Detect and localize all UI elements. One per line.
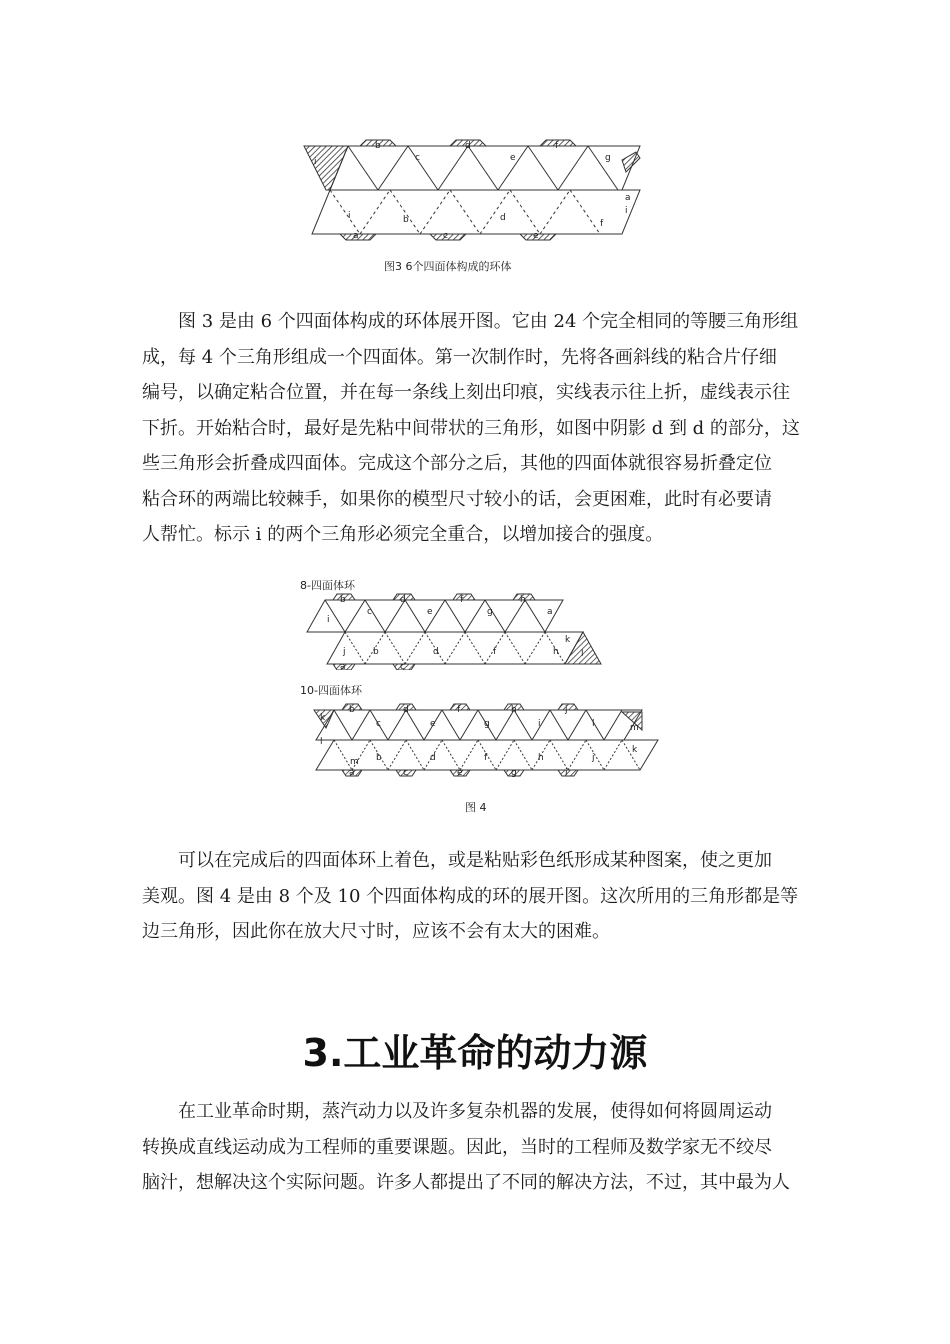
ring8-label-upper: g <box>487 607 493 617</box>
ring10-label-upper: l <box>592 719 595 729</box>
paragraph-line: 粘合环的两端比较棘手，如果你的模型尺寸较小的话，会更困难，此时有必要请 <box>142 488 772 510</box>
figure4-caption: 图 4 <box>465 801 487 814</box>
figure3-lower-band <box>312 190 640 234</box>
figure3-tab-bottom-c <box>430 234 466 240</box>
ring10-label-lower: k <box>632 745 638 755</box>
paragraph-1 <box>142 304 810 553</box>
figure3-label-lower: f <box>600 219 604 229</box>
figure3-label-lower: i <box>348 211 351 221</box>
paragraph-2 <box>142 843 810 950</box>
ring10-label-left-tab: l <box>320 737 323 747</box>
paragraph-line: 编号，以确定粘合位置，并在每一条线上刻出印痕，实线表示往上折，虚线表示往 <box>142 382 790 403</box>
figure3-label-lower: d <box>500 213 506 223</box>
ring8-label-top-tab: f <box>460 595 464 605</box>
figure3-label-upper: g <box>605 153 611 163</box>
ring10-label-bottom-tab: g <box>511 768 517 778</box>
figure4-ring10-diagram <box>312 700 662 780</box>
figure3-upper-band <box>330 146 640 190</box>
ring10-label-lower: h <box>538 753 544 763</box>
ring8-label-top-tab: d <box>400 595 406 605</box>
figure3-net-diagram <box>300 138 650 243</box>
ring8-label-upper: e <box>427 607 433 617</box>
figure4-ring8-diagram <box>305 592 605 670</box>
figure3-label-lower: b <box>403 215 409 225</box>
figure4-title-8: 8-四面体环 <box>300 579 355 592</box>
ring10-label-top-tab: k <box>320 713 326 723</box>
ring10-label-bottom-tab: i <box>565 768 568 778</box>
paragraph-line: 图 3 是由 6 个四面体构成的环体展开图。它由 24 个完全相同的等腰三角形组 <box>178 311 799 332</box>
ring8-label-top-tab: b <box>340 595 346 605</box>
ring8-label-upper: a <box>547 607 553 617</box>
figure3-tab-left <box>304 146 348 190</box>
paragraph-line: 下折。开始粘合时，最好是先粘中间带状的三角形，如图中阴影 d 到 d 的部分，这 <box>142 417 800 439</box>
figure3-label-upper: c <box>415 153 420 163</box>
ring8-label-lower: h <box>553 647 559 657</box>
figure3-label-bottom-tab: a <box>353 231 359 241</box>
figure3-label-top-tab: i <box>314 157 317 167</box>
figure3-label-top-tab: d <box>465 141 471 151</box>
figure3-label-top-tab: f <box>555 141 559 151</box>
figure3-label-bottom-tab: c <box>443 231 448 241</box>
ring8-label-bottom-tab: a <box>340 662 346 670</box>
ring8-label-upper: i <box>327 615 330 625</box>
ring8-label-lower: j <box>343 647 346 657</box>
ring10-label-top-tab: h <box>511 705 517 715</box>
paragraph-line: 脑汁，想解决这个实际问题。许多人都提出了不同的解决方法，不过，其中最为人 <box>142 1172 790 1193</box>
paragraph-line: 边三角形，因此你在放大尺寸时，应该不会有太大的困难。 <box>142 921 610 942</box>
figure3-label-right: a <box>625 193 631 203</box>
ring10-label-upper: e <box>430 719 436 729</box>
ring10-label-top-tab: d <box>403 705 409 715</box>
ring10-label-lower: j <box>592 753 595 763</box>
paragraph-line: 转换成直线运动成为工程师的重要课题。因此，当时的工程师及数学家无不绞尽 <box>142 1136 772 1158</box>
ring10-label-upper: c <box>376 719 381 729</box>
ring10-label-upper: g <box>484 719 490 729</box>
ring10-label-bottom-tab: a <box>349 768 355 778</box>
paragraph-line: 在工业革命时期，蒸汽动力以及许多复杂机器的发展，使得如何将圆周运动 <box>178 1101 772 1122</box>
ring8-label-lower: d <box>433 647 439 657</box>
paragraph-line: 可以在完成后的四面体环上着色，或是粘贴彩色纸形成某种图案，使之更加 <box>178 850 772 871</box>
ring8-label-lower: f <box>493 647 497 657</box>
paragraph-3 <box>142 1094 810 1201</box>
paragraph-line: 成，每 4 个三角形组成一个四面体。第一次制作时，先将各画斜线的粘合片仔细 <box>142 346 777 368</box>
ring10-label-top-tab: f <box>457 705 461 715</box>
figure3-label-top-tab: b <box>375 141 381 151</box>
paragraph-line: 些三角形会折叠成四面体。完成这个部分之后，其他的四面体就很容易折叠定位 <box>142 453 772 474</box>
section-heading: 3.工业革命的动力源 <box>302 1031 648 1075</box>
paragraph-line: 人帮忙。标示 i 的两个三角形必须完全重合，以增加接合的强度。 <box>142 524 664 545</box>
ring8-label-end-tab: l <box>581 649 584 659</box>
ring8-label-lower: b <box>373 647 379 657</box>
figure3-label-right: i <box>625 206 628 216</box>
ring10-label-lower: d <box>430 753 436 763</box>
figure3-label-upper: e <box>510 153 516 163</box>
ring8-label-top-tab: h <box>520 595 526 605</box>
ring10-label-bottom-tab: c <box>403 768 408 778</box>
ring10-label-bottom-tab: e <box>457 768 463 778</box>
figure3-label-bottom-tab: e <box>533 231 539 241</box>
paragraph-line: 美观。图 4 是由 8 个及 10 个四面体构成的环的展开图。这次所用的三角形都是等 <box>142 885 799 907</box>
ring10-label-lower: m <box>350 757 359 767</box>
ring8-label-upper: c <box>367 607 372 617</box>
ring8-label-bottom-tab: c <box>400 662 405 670</box>
ring10-label-top-tab: b <box>349 705 355 715</box>
ring10-label-right-tab: m <box>630 723 639 733</box>
ring10-label-upper: i <box>538 719 541 729</box>
ring8-label-lower: k <box>565 635 571 645</box>
ring10-label-lower: b <box>376 753 382 763</box>
ring10-label-lower: f <box>484 753 488 763</box>
figure4-title-10: 10-四面体环 <box>300 684 362 697</box>
figure3-caption: 图3 6个四面体构成的环体 <box>384 260 512 273</box>
ring10-label-top-tab: j <box>565 705 568 715</box>
